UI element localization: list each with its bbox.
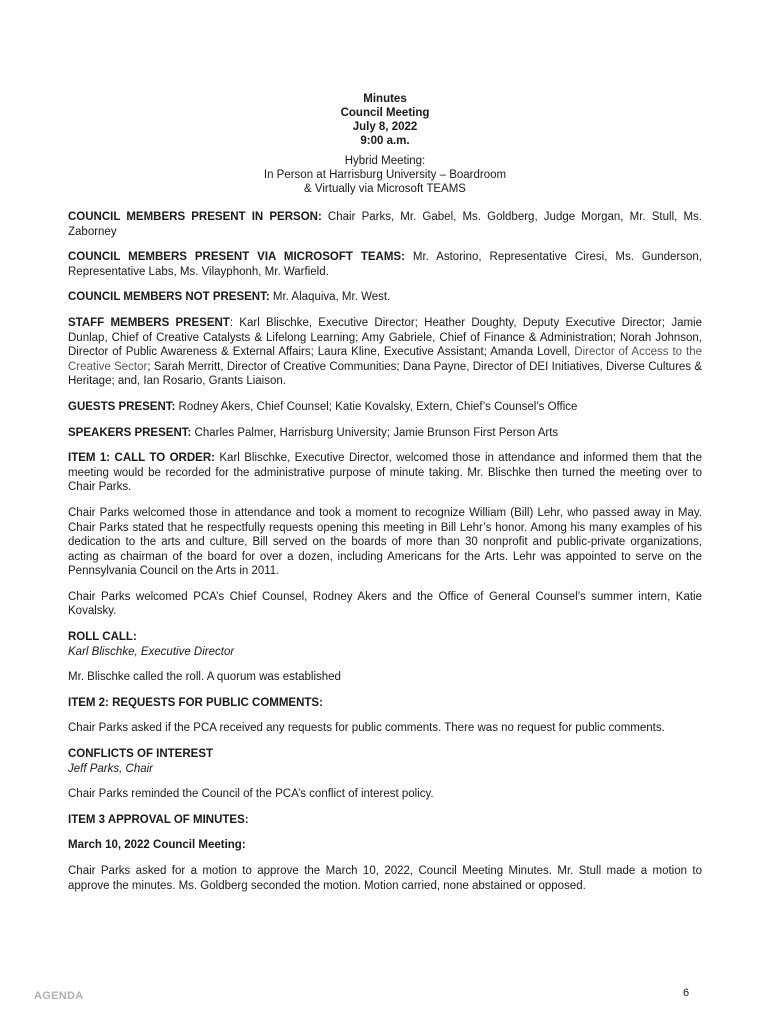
section-label: COUNCIL MEMBERS NOT PRESENT: — [68, 291, 270, 304]
members-via-teams — [68, 250, 702, 279]
section-text: Director of Access to the Creative Sector — [68, 346, 703, 373]
members-not-present — [68, 290, 702, 305]
item-2-text: Chair Parks asked if the PCA received any requests for public comments. There was no request for public comments. — [68, 722, 665, 735]
staff-present — [68, 316, 702, 389]
item-3-sub-label: March 10, 2022 Council Meeting: — [68, 839, 246, 852]
section-text: Charles Palmer, Harrisburg University; Jamie Brunson First Person Arts — [191, 426, 559, 439]
section-label: SPEAKERS PRESENT: — [68, 426, 192, 439]
section-text: ; Sarah Merritt, Director of Creative Communities; Dana Payne, Director of DEI Initiatives, Diverse Cultures & Heritage; and, Ian Rosario, Grants Liaison. — [68, 360, 702, 388]
speakers-present — [68, 426, 702, 441]
meeting-date: July 8, 2022 — [352, 121, 418, 133]
section-label: CONFLICTS OF INTEREST — [68, 748, 214, 761]
section-text: : Karl Blischke, Executive Director; Heather Doughty, Deputy Executive Director; Jamie Dunlap, Chief of Creative Catalysts & Lifelong Learning; Amy Gabriele, Chief of Finance & Administration; Norah Johnson, Director of Public Awareness & External Affairs; Laura Kline, Executive Assistant; Amanda Lovell, — [68, 316, 703, 359]
members-in-person — [68, 210, 702, 239]
lehr-paragraph: Chair Parks welcomed those in attendance and took a moment to recognize William (Bill) Lehr, who passed away in May. Chair Parks stated that he respectfully requests opening this meeting in Bill Lehr’s honor. Among his many examples of his dedication to the arts and culture, Bill served on the boards of more than 30 nonprofit and public-private organizations, acting as chairman of the board for over a dozen, including Americans for the Arts. Lehr was appointed to serve on the Pennsylvania Council on the Arts in 2011. — [68, 506, 702, 578]
doc-title: Minutes — [363, 93, 407, 105]
document-heading — [68, 92, 702, 148]
conflicts-text: Chair Parks reminded the Council of the PCA’s conflict of interest policy. — [68, 788, 434, 801]
section-label: ROLL CALL: — [68, 631, 137, 644]
section-label: GUESTS PRESENT: — [68, 400, 176, 413]
section-text: Mr. Astorino, Representative Ciresi, Ms. Gunderson, Representative Labs, Ms. Vilayphonh, Mr. Warfield. — [68, 251, 702, 278]
roll-call-section — [68, 630, 702, 659]
section-text: Karl Blischke, Executive Director, welcomed those in attendance and informed them that the meeting would be recorded for the administrative purpose of minute taking. Mr. Blischke then turned the meeting over to Chair Parks. — [68, 452, 702, 494]
section-label: STAFF MEMBERS PRESENT — [68, 316, 230, 329]
minutes-page — [68, 92, 702, 893]
section-label: COUNCIL MEMBERS PRESENT IN PERSON: — [68, 211, 322, 223]
footer-agenda-label: AGENDA — [34, 990, 84, 1002]
meeting-time: 9:00 a.m. — [360, 135, 410, 147]
guests-present — [68, 400, 702, 415]
presenter-name: Jeff Parks, Chair — [68, 762, 153, 775]
doc-subtitle: Council Meeting — [340, 107, 430, 119]
section-text: Mr. Alaquiva, Mr. West. — [269, 291, 391, 304]
presenter-name: Karl Blischke, Executive Director — [68, 645, 235, 658]
item-1-call-to-order — [68, 451, 702, 495]
roll-call-text: Mr. Blischke called the roll. A quorum was established — [68, 671, 341, 684]
section-text: Chair Parks, Mr. Gabel, Ms. Goldberg, Judge Morgan, Mr. Stull, Ms. Zaborney — [68, 211, 702, 238]
item-3-label: ITEM 3 APPROVAL OF MINUTES: — [68, 813, 249, 826]
counsel-paragraph: Chair Parks welcomed PCA’s Chief Counsel, Rodney Akers and the Office of General Counsel’s summer intern, Katie Kovalsky. — [68, 590, 702, 618]
meeting-line: In Person at Harrisburg University – Boardroom — [263, 169, 507, 181]
page-number: 6 — [683, 987, 690, 999]
meeting-location — [68, 154, 702, 196]
meeting-line: Hybrid Meeting: — [344, 155, 426, 167]
section-label: COUNCIL MEMBERS PRESENT VIA MICROSOFT TEAMS: — [68, 251, 405, 264]
conflicts-section — [68, 747, 702, 776]
section-label: ITEM 1: CALL TO ORDER: — [68, 452, 215, 465]
item-2-label: ITEM 2: REQUESTS FOR PUBLIC COMMENTS: — [68, 696, 323, 709]
meeting-line: & Virtually via Microsoft TEAMS — [304, 183, 466, 195]
item-3-text: Chair Parks asked for a motion to approve the March 10, 2022, Council Meeting Minutes. Mr. Stull made a motion to approve the minutes. Ms. Goldberg seconded the motion. Motion carried, none abstained or opposed. — [68, 865, 702, 892]
section-text: Rodney Akers, Chief Counsel; Katie Kovalsky, Extern, Chief’s Counsel’s Office — [175, 400, 578, 413]
